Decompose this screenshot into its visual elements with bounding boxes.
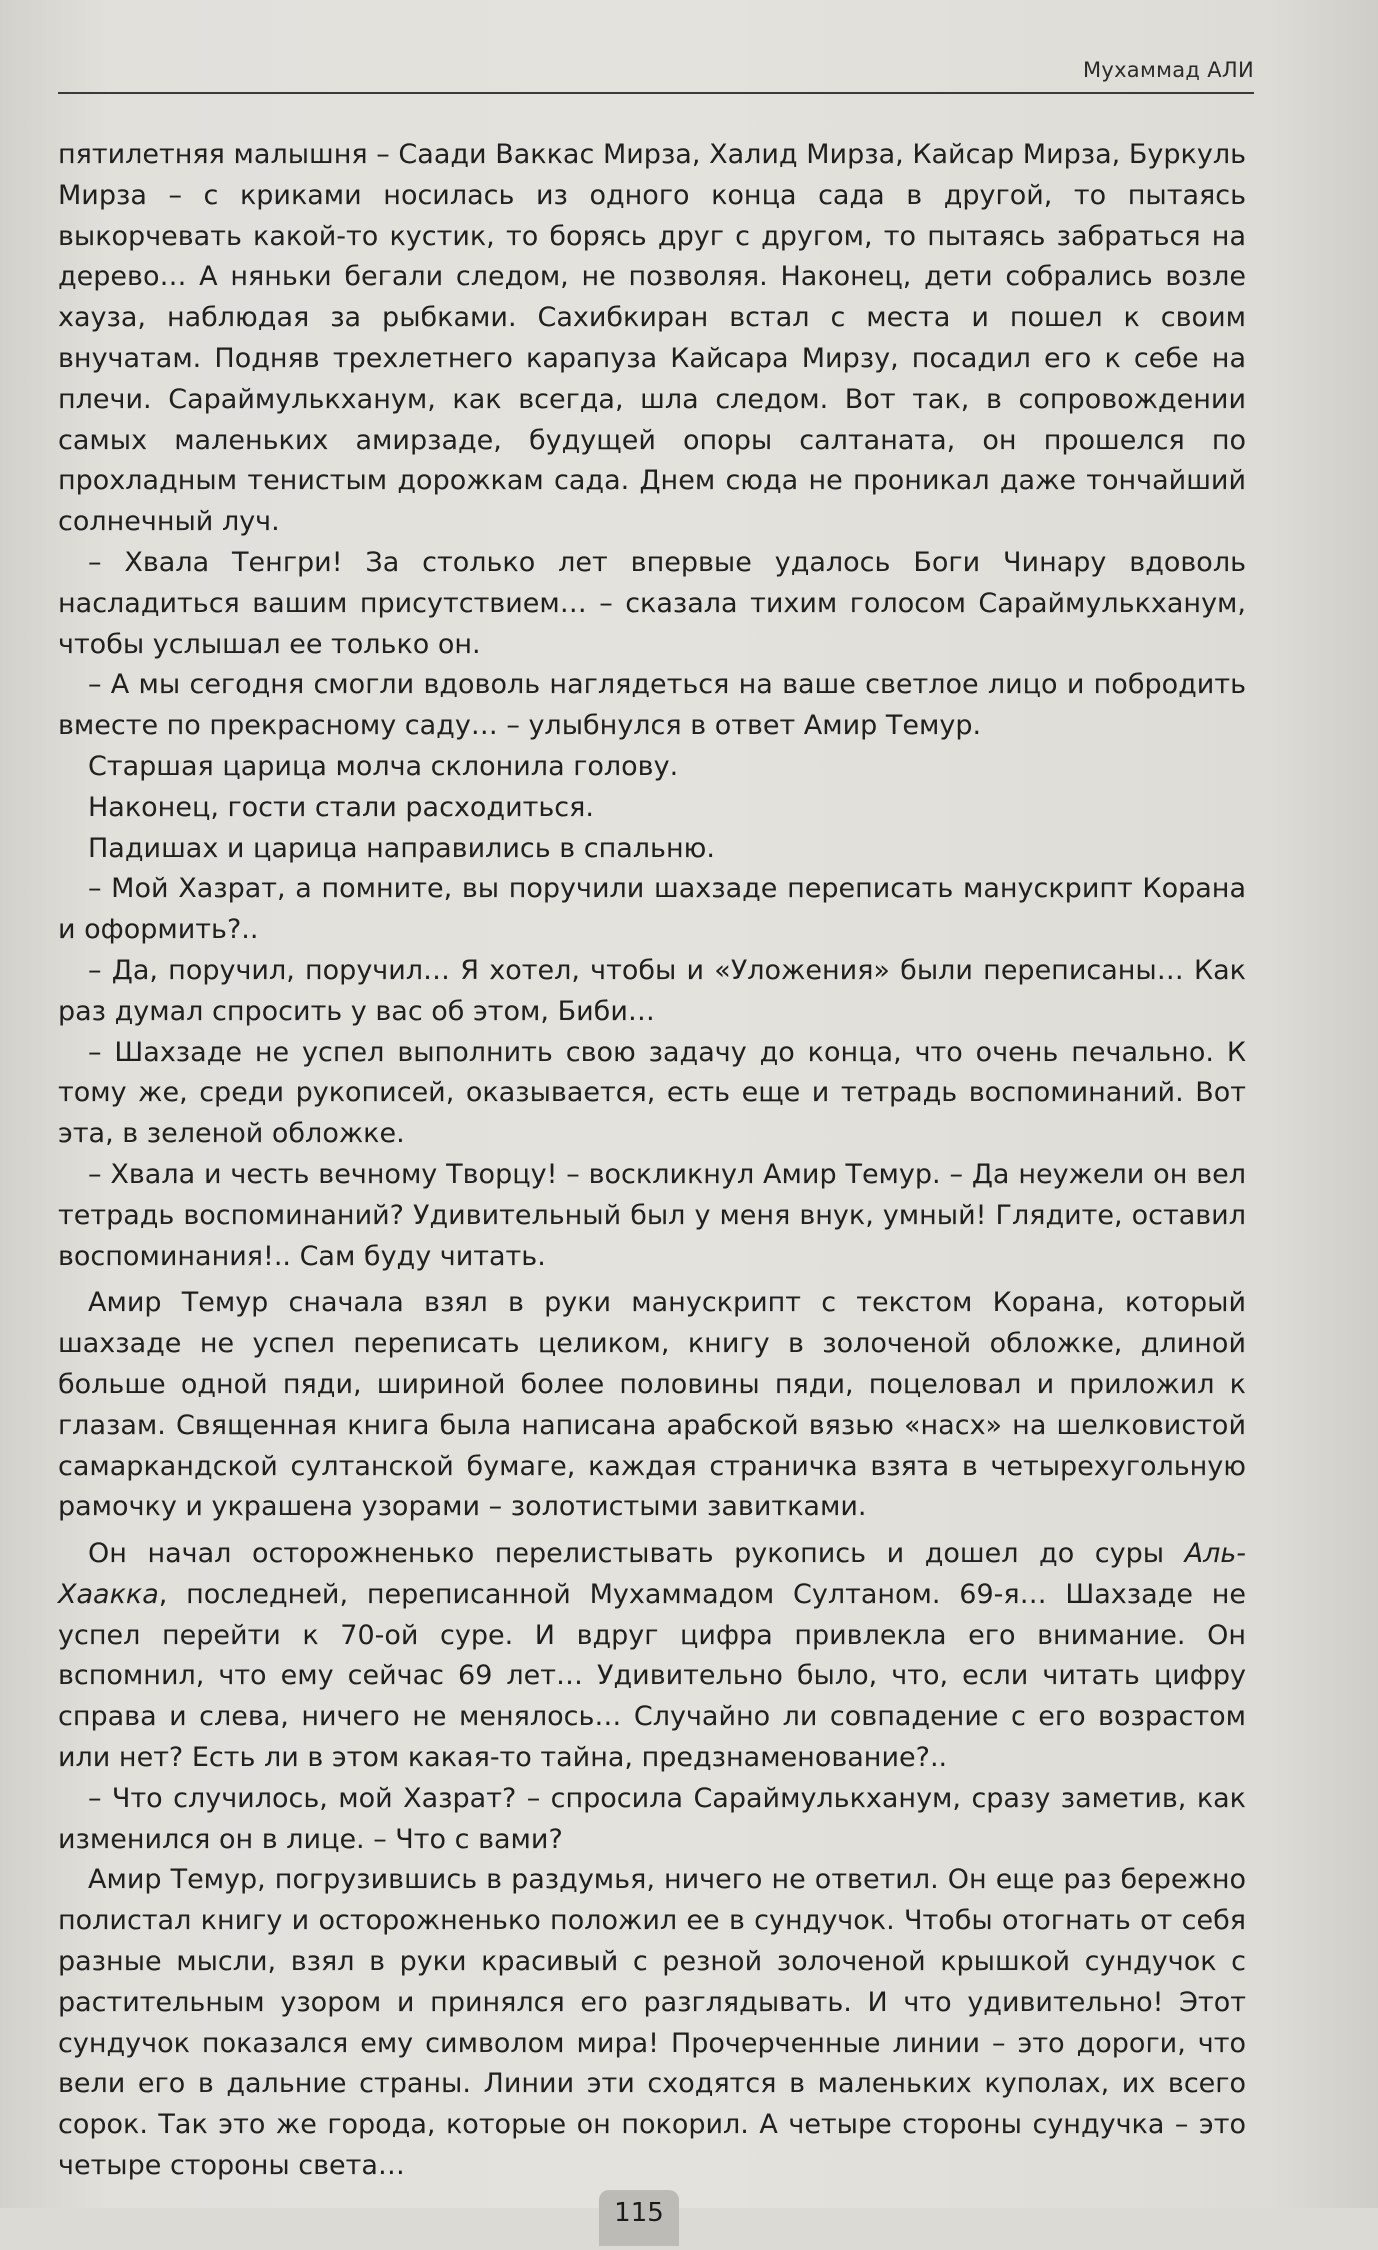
body-text [58, 135, 1246, 2187]
surah-name: Аль-Хаакка [58, 1538, 1246, 1610]
paragraph: – Шахзаде не успел выполнить свою задачу до конца, что очень печально. К тому же, среди рукописей, оказывается, есть еще и тетрадь воспоминаний. Вот эта, в зеленой обложке. [58, 1036, 1246, 1150]
paragraph: – Мой Хазрат, а помните, вы поручили шахзаде переписать манускрипт Корана и оформить?.. [58, 873, 1246, 946]
paragraph: – Хвала и честь вечному Творцу! – воскликнул Амир Темур. – Да неужели он вел тетрадь воспоминаний? Удивительный был у меня внук, умный! Глядите, оставил воспоминания!.. Сам буду читать. [58, 1158, 1246, 1272]
paragraph: Наконец, гости стали расходиться. [88, 791, 594, 823]
header-author: Мухаммад АЛИ [1082, 58, 1254, 82]
paragraph: – Да, поручил, поручил… Я хотел, чтобы и «Уложения» были переписаны… Как раз думал спросить у вас об этом, Биби… [58, 954, 1246, 1027]
paragraph: – А мы сегодня смогли вдоволь наглядеться на ваше светлое лицо и побродить вместе по прекрасному саду… – улыбнулся в ответ Амир Темур. [58, 669, 1246, 742]
paragraph [58, 1534, 1246, 1779]
paragraph-text: , последней, переписанной Мухаммадом Султаном. 69-я… Шахзаде не успел перейти к 70-ой суре. И вдруг цифра привлекла его внимание. Он вспомнил, что ему сейчас 69 лет… Удивительно было, что, если читать цифру справа и слева, ничего не менялось… Случайно ли совпадение с его возрастом или нет? Есть ли в этом какая-то тайна, предзнаменование?.. [58, 1578, 1246, 1774]
paragraph: Падишах и царица направились в спальню. [88, 832, 715, 864]
paragraph: пятилетняя малышня – Саади Ваккас Мирза, Халид Мирза, Кайсар Мирза, Буркуль Мирза – с криками носилась из одного конца сада в другой, то пытаясь выкорчевать какой-то кустик, то борясь друг с другом, то пытаясь забраться на дерево… А няньки бегали следом, не позволяя. Наконец, дети собрались возле хауза, наблюдая за рыбками. Сахибкиран встал с места и пошел к своим внучатам. Подняв трехлетнего карапуза Кайсара Мирзу, посадил его к себе на плечи. Сараймулькханум, как всегда, шла следом. Вот так, в сопровождении самых маленьких амирзаде, будущей опоры салтаната, он прошелся по прохладным тенистым дорожкам сада. Днем сюда не проникал даже тончайший солнечный луч. [58, 139, 1246, 538]
header-rule [58, 92, 1254, 94]
page-number-tab [589, 2190, 689, 2250]
paragraph: Старшая царица молча склонила голову. [88, 750, 679, 782]
running-header [58, 58, 1254, 94]
paragraph-text: Он начал осторожненько перелистывать рукопись и дошел до суры [88, 1538, 1185, 1570]
paragraph: – Что случилось, мой Хазрат? – спросила Сараймулькханум, сразу заметив, как изменился он в лице. – Что с вами? [58, 1782, 1246, 1855]
paragraph: Амир Темур, погрузившись в раздумья, ничего не ответил. Он еще раз бережно полистал книгу и осторожненько положил ее в сундучок. Чтобы отогнать от себя разные мысли, взял в руки красивый с резной золоченой крышкой сундучок с растительным узором и принялся его разглядывать. И что удивительно! Этот сундучок показался ему символом мира! Прочерченные линии – это дороги, что вели его в дальние страны. Линии эти сходятся в маленьких куполах, их всего сорок. Так это же города, которые он покорил. А четыре стороны сундучка – это четыре стороны света… [58, 1864, 1246, 2182]
paragraph: – Хвала Тенгри! За столько лет впервые удалось Боги Чинару вдоволь насладиться вашим присутствием… – сказала тихим голосом Сараймулькханум, чтобы услышал ее только он. [58, 546, 1246, 660]
paragraph: Амир Темур сначала взял в руки манускрипт с текстом Корана, который шахзаде не успел переписать целиком, книгу в золоченой обложке, длиной больше одной пяди, шириной более половины пяди, поцеловал и приложил к глазам. Священная книга была написана арабской вязью «насх» на шелковистой самаркандской султанской бумаге, каждая страничка взята в четырехугольную рамочку и украшена узорами – золотистыми завитками. [58, 1287, 1246, 1523]
page-number: 115 [614, 2198, 664, 2228]
